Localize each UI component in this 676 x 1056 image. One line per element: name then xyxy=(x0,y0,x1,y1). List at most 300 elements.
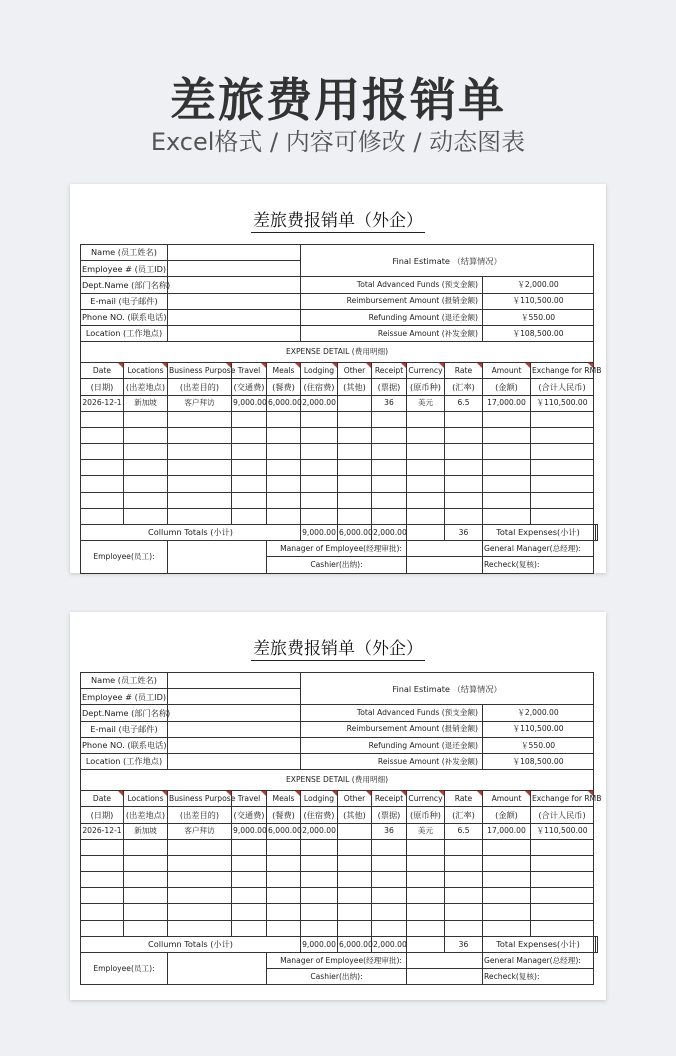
col-header: Meals xyxy=(267,791,301,807)
empty-cell[interactable] xyxy=(531,444,594,460)
col-header: Travel xyxy=(232,791,267,807)
empty-cell[interactable] xyxy=(338,904,372,920)
col-header-cn: (金额) xyxy=(483,807,531,823)
empty-cell[interactable] xyxy=(232,444,267,460)
cell-purpose[interactable]: 客户拜访 xyxy=(168,395,232,411)
empty-cell[interactable] xyxy=(301,508,338,524)
empty-cell[interactable] xyxy=(168,920,232,936)
col-header: Date xyxy=(81,363,124,379)
label-dept: Dept.Name (部门名称) xyxy=(81,277,168,293)
cell-meals[interactable]: 6,000.00 xyxy=(267,395,301,411)
empty-cell[interactable] xyxy=(483,839,531,855)
empty-cell[interactable] xyxy=(483,508,531,524)
col-header: Business Purpose xyxy=(168,363,232,379)
input-employee-id[interactable] xyxy=(168,689,301,705)
empty-cell[interactable] xyxy=(483,904,531,920)
empty-cell[interactable] xyxy=(168,508,232,524)
input-email[interactable] xyxy=(168,293,301,309)
empty-cell[interactable] xyxy=(372,444,407,460)
recheck-label: Recheck(复核): xyxy=(483,557,594,573)
empty-cell[interactable] xyxy=(445,460,483,476)
empty-cell[interactable] xyxy=(124,920,168,936)
cell-location[interactable]: 新加坡 xyxy=(124,823,168,839)
col-header-cn: (日期) xyxy=(81,379,124,395)
empty-cell[interactable] xyxy=(483,492,531,508)
empty-cell[interactable] xyxy=(124,492,168,508)
summary-value: ￥108,500.00 xyxy=(483,753,594,769)
col-header-cn: (住宿费) xyxy=(301,807,338,823)
total-rmb xyxy=(596,525,598,541)
input-email[interactable] xyxy=(168,721,301,737)
empty-cell[interactable] xyxy=(483,872,531,888)
empty-cell[interactable] xyxy=(168,839,232,855)
empty-row xyxy=(81,492,598,508)
empty-cell[interactable] xyxy=(531,508,594,524)
expense-row xyxy=(81,395,598,411)
col-header: Date xyxy=(81,791,124,807)
empty-cell[interactable] xyxy=(445,476,483,492)
empty-cell[interactable] xyxy=(372,411,407,427)
empty-cell[interactable] xyxy=(445,920,483,936)
empty-cell[interactable] xyxy=(232,492,267,508)
cashier-field[interactable] xyxy=(407,969,483,985)
cell-lodging[interactable]: 2,000.00 xyxy=(301,823,338,839)
empty-cell[interactable] xyxy=(372,492,407,508)
empty-cell[interactable] xyxy=(168,460,232,476)
empty-cell[interactable] xyxy=(267,904,301,920)
col-header-cn: (汇率) xyxy=(445,807,483,823)
empty-cell[interactable] xyxy=(483,411,531,427)
label-location: Location (工作地点) xyxy=(81,325,168,341)
empty-cell[interactable] xyxy=(372,904,407,920)
empty-cell[interactable] xyxy=(407,492,445,508)
empty-cell[interactable] xyxy=(301,920,338,936)
empty-cell[interactable] xyxy=(168,904,232,920)
col-header-cn: (其他) xyxy=(338,379,372,395)
header-row-cn xyxy=(81,379,598,395)
summary-label: Reimbursement Amount (报销金额) xyxy=(301,293,483,309)
recheck-label: Recheck(复核): xyxy=(483,969,594,985)
empty-cell[interactable] xyxy=(81,476,124,492)
empty-cell[interactable] xyxy=(301,427,338,443)
col-header: Currency xyxy=(407,363,445,379)
empty-cell[interactable] xyxy=(168,872,232,888)
total-lodging: 2,000.00 xyxy=(372,525,407,541)
empty-cell[interactable] xyxy=(301,411,338,427)
empty-cell[interactable] xyxy=(338,920,372,936)
empty-cell[interactable] xyxy=(124,888,168,904)
total-other xyxy=(407,936,445,952)
total-lodging: 2,000.00 xyxy=(372,936,407,952)
empty-cell[interactable] xyxy=(483,427,531,443)
employee-signature-field[interactable] xyxy=(168,541,267,573)
empty-row xyxy=(81,476,598,492)
empty-cell[interactable] xyxy=(483,460,531,476)
empty-cell[interactable] xyxy=(531,460,594,476)
empty-cell[interactable] xyxy=(338,839,372,855)
empty-cell[interactable] xyxy=(267,855,301,871)
col-header-cn: (出差目的) xyxy=(168,807,232,823)
empty-cell[interactable] xyxy=(124,460,168,476)
empty-cell[interactable] xyxy=(267,460,301,476)
employee-signature-label: Employee(员工): xyxy=(81,953,168,985)
employee-signature-field[interactable] xyxy=(168,953,267,985)
empty-cell[interactable] xyxy=(338,476,372,492)
empty-cell[interactable] xyxy=(372,476,407,492)
empty-cell[interactable] xyxy=(81,492,124,508)
empty-cell[interactable] xyxy=(267,411,301,427)
col-header: Locations xyxy=(124,363,168,379)
col-header-cn: (交通费) xyxy=(232,379,267,395)
empty-cell[interactable] xyxy=(301,839,338,855)
cell-purpose[interactable]: 客户拜访 xyxy=(168,823,232,839)
cell-currency[interactable]: 美元 xyxy=(407,395,445,411)
empty-cell[interactable] xyxy=(338,855,372,871)
empty-cell[interactable] xyxy=(338,508,372,524)
cell-other[interactable] xyxy=(338,395,372,411)
empty-cell[interactable] xyxy=(407,444,445,460)
empty-cell[interactable] xyxy=(407,872,445,888)
input-employee-id[interactable] xyxy=(168,261,301,277)
col-header-cn: (票据) xyxy=(372,379,407,395)
empty-cell[interactable] xyxy=(301,476,338,492)
empty-row xyxy=(81,839,598,855)
cell-amount[interactable]: 17,000.00 xyxy=(483,395,531,411)
header-row-cn xyxy=(81,807,598,823)
col-header-cn: (合计人民币) xyxy=(531,807,594,823)
col-header: Amount xyxy=(483,791,531,807)
employee-signature-label: Employee(员工): xyxy=(81,541,168,573)
label-employee-id: Employee # (员工ID) xyxy=(81,689,168,705)
empty-cell[interactable] xyxy=(232,427,267,443)
summary-value: ￥110,500.00 xyxy=(483,293,594,309)
empty-cell[interactable] xyxy=(531,904,594,920)
cell-location[interactable]: 新加坡 xyxy=(124,395,168,411)
summary-value: ￥2,000.00 xyxy=(483,705,594,721)
empty-cell[interactable] xyxy=(81,839,124,855)
total-travel: 9,000.00 xyxy=(301,525,338,541)
empty-cell[interactable] xyxy=(232,839,267,855)
cell-rate[interactable]: 6.5 xyxy=(445,395,483,411)
empty-cell[interactable] xyxy=(483,444,531,460)
col-header: Other xyxy=(338,363,372,379)
empty-cell[interactable] xyxy=(483,855,531,871)
empty-cell[interactable] xyxy=(531,476,594,492)
empty-cell[interactable] xyxy=(81,411,124,427)
col-header: Receipt xyxy=(372,363,407,379)
col-header-cn: (餐费) xyxy=(267,379,301,395)
empty-cell[interactable] xyxy=(407,460,445,476)
empty-cell[interactable] xyxy=(407,476,445,492)
empty-cell[interactable] xyxy=(124,444,168,460)
cell-amount[interactable]: 17,000.00 xyxy=(483,823,531,839)
empty-cell[interactable] xyxy=(267,476,301,492)
col-header-cn: (原币种) xyxy=(407,379,445,395)
cell-date[interactable]: 2026-12-1 xyxy=(81,823,124,839)
empty-cell[interactable] xyxy=(124,839,168,855)
empty-cell[interactable] xyxy=(445,427,483,443)
empty-cell[interactable] xyxy=(407,427,445,443)
cell-receipt[interactable]: 36 xyxy=(372,823,407,839)
totals-row xyxy=(81,936,598,952)
empty-cell[interactable] xyxy=(445,872,483,888)
empty-cell[interactable] xyxy=(168,444,232,460)
cell-currency[interactable]: 美元 xyxy=(407,823,445,839)
empty-cell[interactable] xyxy=(483,476,531,492)
empty-cell[interactable] xyxy=(338,411,372,427)
empty-cell[interactable] xyxy=(267,872,301,888)
empty-cell[interactable] xyxy=(301,855,338,871)
empty-cell[interactable] xyxy=(407,888,445,904)
col-header: Receipt xyxy=(372,791,407,807)
empty-cell[interactable] xyxy=(267,888,301,904)
col-header-cn: (出差地点) xyxy=(124,807,168,823)
column-totals-label: Collumn Totals (小计) xyxy=(81,936,301,952)
empty-cell[interactable] xyxy=(531,411,594,427)
empty-cell[interactable] xyxy=(407,839,445,855)
empty-cell[interactable] xyxy=(267,920,301,936)
empty-cell[interactable] xyxy=(301,872,338,888)
manager-signature-field[interactable] xyxy=(407,953,483,969)
summary-label: Reissue Amount (补发金额) xyxy=(301,325,483,341)
empty-cell[interactable] xyxy=(124,476,168,492)
empty-cell[interactable] xyxy=(531,888,594,904)
empty-cell[interactable] xyxy=(338,444,372,460)
final-estimate-heading: Final Estimate （结算情况） xyxy=(301,245,594,277)
col-header: Lodging xyxy=(301,791,338,807)
total-receipt: 36 xyxy=(445,525,483,541)
empty-cell[interactable] xyxy=(338,492,372,508)
empty-cell[interactable] xyxy=(168,492,232,508)
empty-row xyxy=(81,888,598,904)
summary-label: Refunding Amount (退还金额) xyxy=(301,737,483,753)
empty-cell[interactable] xyxy=(124,904,168,920)
input-phone[interactable] xyxy=(168,309,301,325)
empty-row xyxy=(81,855,598,871)
empty-cell[interactable] xyxy=(124,411,168,427)
input-location[interactable] xyxy=(168,753,301,769)
col-header-cn: (日期) xyxy=(81,807,124,823)
empty-cell[interactable] xyxy=(81,920,124,936)
total-meals: 6,000.00 xyxy=(338,936,372,952)
empty-cell[interactable] xyxy=(124,508,168,524)
col-header-cn: (其他) xyxy=(338,807,372,823)
empty-cell[interactable] xyxy=(531,855,594,871)
empty-cell[interactable] xyxy=(168,888,232,904)
col-header: Locations xyxy=(124,791,168,807)
summary-label: Total Advanced Funds (预支金额) xyxy=(301,705,483,721)
input-name[interactable] xyxy=(168,245,301,261)
empty-cell[interactable] xyxy=(232,508,267,524)
col-header-cn: (住宿费) xyxy=(301,379,338,395)
empty-cell[interactable] xyxy=(445,888,483,904)
cell-meals[interactable]: 6,000.00 xyxy=(267,823,301,839)
totals-row xyxy=(81,525,598,541)
cell-other[interactable] xyxy=(338,823,372,839)
empty-row xyxy=(81,920,598,936)
empty-cell[interactable] xyxy=(301,492,338,508)
empty-cell[interactable] xyxy=(81,888,124,904)
empty-cell[interactable] xyxy=(531,427,594,443)
general-manager-label: General Manager(总经理): xyxy=(483,953,594,969)
empty-cell[interactable] xyxy=(372,888,407,904)
empty-cell[interactable] xyxy=(407,508,445,524)
empty-cell[interactable] xyxy=(372,920,407,936)
empty-cell[interactable] xyxy=(531,920,594,936)
empty-cell[interactable] xyxy=(81,460,124,476)
empty-cell[interactable] xyxy=(232,904,267,920)
col-header-cn: (餐费) xyxy=(267,807,301,823)
empty-cell[interactable] xyxy=(267,492,301,508)
header-row-en xyxy=(81,791,598,807)
summary-value: ￥550.00 xyxy=(483,737,594,753)
total-receipt: 36 xyxy=(445,936,483,952)
empty-cell[interactable] xyxy=(301,460,338,476)
empty-cell[interactable] xyxy=(81,855,124,871)
empty-row xyxy=(81,444,598,460)
empty-cell[interactable] xyxy=(232,888,267,904)
empty-cell[interactable] xyxy=(232,476,267,492)
col-header-cn: (金额) xyxy=(483,379,531,395)
summary-value: ￥108,500.00 xyxy=(483,325,594,341)
empty-cell[interactable] xyxy=(124,427,168,443)
total-travel: 9,000.00 xyxy=(301,936,338,952)
empty-cell[interactable] xyxy=(445,904,483,920)
empty-cell[interactable] xyxy=(372,508,407,524)
empty-cell[interactable] xyxy=(168,476,232,492)
empty-cell[interactable] xyxy=(407,855,445,871)
input-dept[interactable] xyxy=(168,277,301,293)
expense-detail-heading: EXPENSE DETAIL (费用明细) xyxy=(81,770,594,791)
empty-cell[interactable] xyxy=(81,904,124,920)
empty-cell[interactable] xyxy=(232,460,267,476)
empty-cell[interactable] xyxy=(81,508,124,524)
empty-cell[interactable] xyxy=(338,872,372,888)
summary-label: Refunding Amount (退还金额) xyxy=(301,309,483,325)
empty-cell[interactable] xyxy=(168,855,232,871)
total-other xyxy=(407,525,445,541)
empty-cell[interactable] xyxy=(338,888,372,904)
summary-label: Total Advanced Funds (预支金额) xyxy=(301,277,483,293)
expense-sheet-preview-2 xyxy=(70,612,606,1000)
col-header: Travel xyxy=(232,363,267,379)
empty-cell[interactable] xyxy=(301,888,338,904)
general-manager-label: General Manager(总经理): xyxy=(483,541,594,557)
input-dept[interactable] xyxy=(168,705,301,721)
label-employee-id: Employee # (员工ID) xyxy=(81,261,168,277)
cashier-label: Cashier(出纳): xyxy=(267,969,407,985)
empty-cell[interactable] xyxy=(168,427,232,443)
empty-cell[interactable] xyxy=(232,411,267,427)
cell-lodging[interactable]: 2,000.00 xyxy=(301,395,338,411)
empty-row xyxy=(81,411,598,427)
empty-cell[interactable] xyxy=(232,872,267,888)
cell-rmb[interactable]: ￥110,500.00 xyxy=(531,395,594,411)
empty-cell[interactable] xyxy=(407,920,445,936)
form-title: 差旅费报销单（外企） xyxy=(253,211,423,231)
hero-subtitle: Excel格式 / 内容可修改 / 动态图表 xyxy=(150,128,526,156)
empty-cell[interactable] xyxy=(531,839,594,855)
hero-title: 差旅费用报销单 xyxy=(170,73,506,127)
empty-cell[interactable] xyxy=(338,427,372,443)
label-phone: Phone NO. (联系电话) xyxy=(81,737,168,753)
expense-form-table xyxy=(80,672,602,985)
empty-cell[interactable] xyxy=(124,872,168,888)
empty-cell[interactable] xyxy=(407,411,445,427)
empty-cell[interactable] xyxy=(301,444,338,460)
empty-cell[interactable] xyxy=(267,508,301,524)
input-name[interactable] xyxy=(168,673,301,689)
label-dept: Dept.Name (部门名称) xyxy=(81,705,168,721)
empty-cell[interactable] xyxy=(81,444,124,460)
label-name: Name (员工姓名) xyxy=(81,245,168,261)
cashier-label: Cashier(出纳): xyxy=(267,557,407,573)
col-header-cn: (合计人民币) xyxy=(531,379,594,395)
empty-cell[interactable] xyxy=(267,839,301,855)
empty-cell[interactable] xyxy=(445,508,483,524)
empty-cell[interactable] xyxy=(483,920,531,936)
cashier-field[interactable] xyxy=(407,557,483,573)
empty-cell[interactable] xyxy=(483,888,531,904)
empty-cell[interactable] xyxy=(168,411,232,427)
empty-cell[interactable] xyxy=(81,872,124,888)
empty-cell[interactable] xyxy=(232,920,267,936)
cell-rmb[interactable]: ￥110,500.00 xyxy=(531,823,594,839)
manager-signature-field[interactable] xyxy=(407,541,483,557)
empty-cell[interactable] xyxy=(267,427,301,443)
col-header-cn: (出差目的) xyxy=(168,379,232,395)
col-header: Lodging xyxy=(301,363,338,379)
input-location[interactable] xyxy=(168,325,301,341)
header-row-en xyxy=(81,363,598,379)
empty-cell[interactable] xyxy=(372,839,407,855)
empty-cell[interactable] xyxy=(445,855,483,871)
empty-cell[interactable] xyxy=(531,872,594,888)
label-email: E-mail (电子邮件) xyxy=(81,721,168,737)
empty-cell[interactable] xyxy=(445,411,483,427)
empty-cell[interactable] xyxy=(81,427,124,443)
col-header: Exchange for RMB xyxy=(531,791,594,807)
col-header-cn: (汇率) xyxy=(445,379,483,395)
empty-cell[interactable] xyxy=(301,904,338,920)
empty-cell[interactable] xyxy=(407,904,445,920)
empty-cell[interactable] xyxy=(445,839,483,855)
cell-date[interactable]: 2026-12-1 xyxy=(81,395,124,411)
cell-travel[interactable]: 9,000.00 xyxy=(232,395,267,411)
empty-cell[interactable] xyxy=(372,855,407,871)
col-header-cn: (出差地点) xyxy=(124,379,168,395)
input-phone[interactable] xyxy=(168,737,301,753)
cell-rate[interactable]: 6.5 xyxy=(445,823,483,839)
expense-sheet-preview-1 xyxy=(70,184,606,573)
empty-cell[interactable] xyxy=(445,492,483,508)
empty-cell[interactable] xyxy=(232,855,267,871)
empty-cell[interactable] xyxy=(445,444,483,460)
cell-travel[interactable]: 9,000.00 xyxy=(232,823,267,839)
empty-cell[interactable] xyxy=(338,460,372,476)
empty-cell[interactable] xyxy=(531,492,594,508)
col-header-cn: (原币种) xyxy=(407,807,445,823)
empty-cell[interactable] xyxy=(372,427,407,443)
empty-cell[interactable] xyxy=(372,872,407,888)
empty-row xyxy=(81,872,598,888)
label-location: Location (工作地点) xyxy=(81,753,168,769)
cell-receipt[interactable]: 36 xyxy=(372,395,407,411)
empty-row xyxy=(81,508,598,524)
empty-cell[interactable] xyxy=(372,460,407,476)
empty-cell[interactable] xyxy=(267,444,301,460)
empty-cell[interactable] xyxy=(124,855,168,871)
